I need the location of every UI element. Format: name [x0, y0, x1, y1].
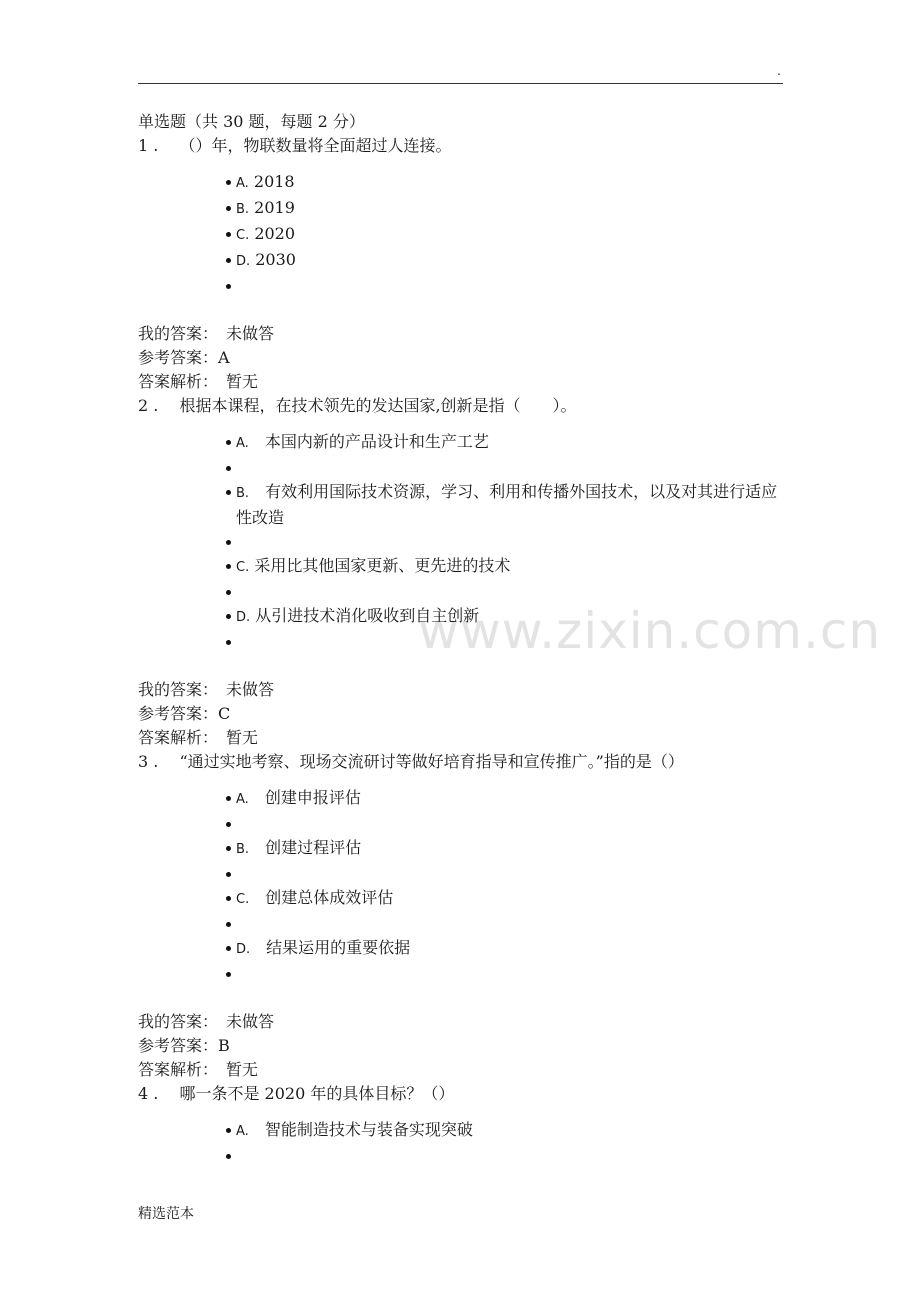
empty-bullet — [138, 962, 788, 986]
option-c[interactable] — [138, 886, 788, 912]
option-list — [138, 786, 788, 986]
empty-bullet — [138, 1144, 788, 1168]
option-text: 2020 — [254, 224, 296, 243]
question-number: 2 . — [138, 396, 159, 415]
option-text: 采用比其他国家更新、更先进的技术 — [254, 556, 511, 575]
question-4 — [138, 1082, 788, 1168]
option-a[interactable] — [138, 430, 788, 456]
question-3 — [138, 750, 788, 1082]
empty-bullet — [138, 862, 788, 886]
empty-bullet — [138, 456, 788, 480]
empty-bullet — [138, 274, 788, 298]
option-key: D. — [236, 610, 251, 625]
option-key: C. — [236, 228, 250, 243]
option-text: 创建总体成效评估 — [265, 888, 394, 907]
option-a[interactable] — [138, 786, 788, 812]
footer-text: 精选范本 — [138, 1206, 194, 1222]
option-text: 智能制造技术与装备实现突破 — [264, 1120, 473, 1139]
section-title: 单选题（共 30 题，每题 2 分） — [138, 112, 365, 131]
option-key: A. — [236, 176, 249, 191]
my-answer: 我的答案： 未做答 — [138, 324, 275, 343]
question-number: 3 . — [138, 752, 159, 771]
option-key: B. — [236, 202, 250, 217]
option-text: 创建申报评估 — [264, 788, 361, 807]
question-stem — [138, 1082, 788, 1106]
option-d[interactable] — [138, 248, 788, 274]
option-list — [138, 1118, 788, 1168]
header-rule — [138, 83, 783, 84]
option-text: 创建过程评估 — [265, 838, 362, 857]
question-number: 4 . — [138, 1084, 159, 1103]
option-key: B. — [236, 842, 250, 857]
empty-bullet — [138, 630, 788, 654]
question-number: 1 . — [138, 136, 159, 155]
reference-answer: 参考答案：A — [138, 348, 230, 367]
option-text: 有效利用国际技术资源，学习、利用和传播外国技术，以及对其进行适应性改造 — [236, 482, 778, 527]
option-text: 从引进技术消化吸收到自主创新 — [255, 606, 480, 625]
question-text: 哪一条不是 2020 年的具体目标？（） — [179, 1084, 455, 1103]
option-key: A. — [236, 792, 249, 807]
reference-answer: 参考答案：C — [138, 704, 231, 723]
document-body — [138, 110, 788, 1168]
question-stem — [138, 750, 788, 774]
option-key: C. — [236, 560, 250, 575]
option-a[interactable] — [138, 1118, 788, 1144]
my-answer: 我的答案： 未做答 — [138, 1012, 275, 1031]
question-stem — [138, 394, 788, 418]
reference-answer: 参考答案：B — [138, 1036, 230, 1055]
question-text: “通过实地考察、现场交流研讨等做好培育指导和宣传推广。”指的是（） — [179, 752, 684, 771]
my-answer: 我的答案： 未做答 — [138, 680, 275, 699]
question-text: （）年，物联数量将全面超过人连接。 — [179, 136, 452, 155]
option-d[interactable] — [138, 604, 788, 630]
option-b[interactable] — [138, 480, 788, 530]
option-c[interactable] — [138, 222, 788, 248]
option-list — [138, 430, 788, 654]
question-1 — [138, 134, 788, 394]
empty-bullet — [138, 580, 788, 604]
answer-analysis: 答案解析： 暂无 — [138, 1060, 259, 1079]
option-key: A. — [236, 436, 249, 451]
question-stem — [138, 134, 788, 158]
empty-bullet — [138, 812, 788, 836]
option-text: 2030 — [255, 250, 296, 269]
option-c[interactable] — [138, 554, 788, 580]
question-text: 根据本课程，在技术领先的发达国家,创新是指（ ）。 — [179, 396, 577, 415]
option-key: B. — [236, 486, 250, 501]
option-key: D. — [236, 942, 251, 957]
question-2 — [138, 394, 788, 750]
option-a[interactable] — [138, 170, 788, 196]
option-key: A. — [236, 1124, 249, 1139]
option-b[interactable] — [138, 196, 788, 222]
option-list — [138, 170, 788, 298]
answer-analysis: 答案解析： 暂无 — [138, 728, 259, 747]
option-key: C. — [236, 892, 250, 907]
option-d[interactable] — [138, 936, 788, 962]
watermark: www.zixin.com.cn — [418, 602, 882, 660]
option-key: D. — [236, 254, 251, 269]
answer-analysis: 答案解析： 暂无 — [138, 372, 259, 391]
option-b[interactable] — [138, 836, 788, 862]
empty-bullet — [138, 530, 788, 554]
option-text: 本国内新的产品设计和生产工艺 — [264, 432, 489, 451]
header-mark: . — [777, 64, 781, 78]
option-text: 2018 — [253, 172, 295, 191]
option-text: 2019 — [254, 198, 295, 217]
option-text: 结果运用的重要依据 — [266, 938, 411, 957]
empty-bullet — [138, 912, 788, 936]
